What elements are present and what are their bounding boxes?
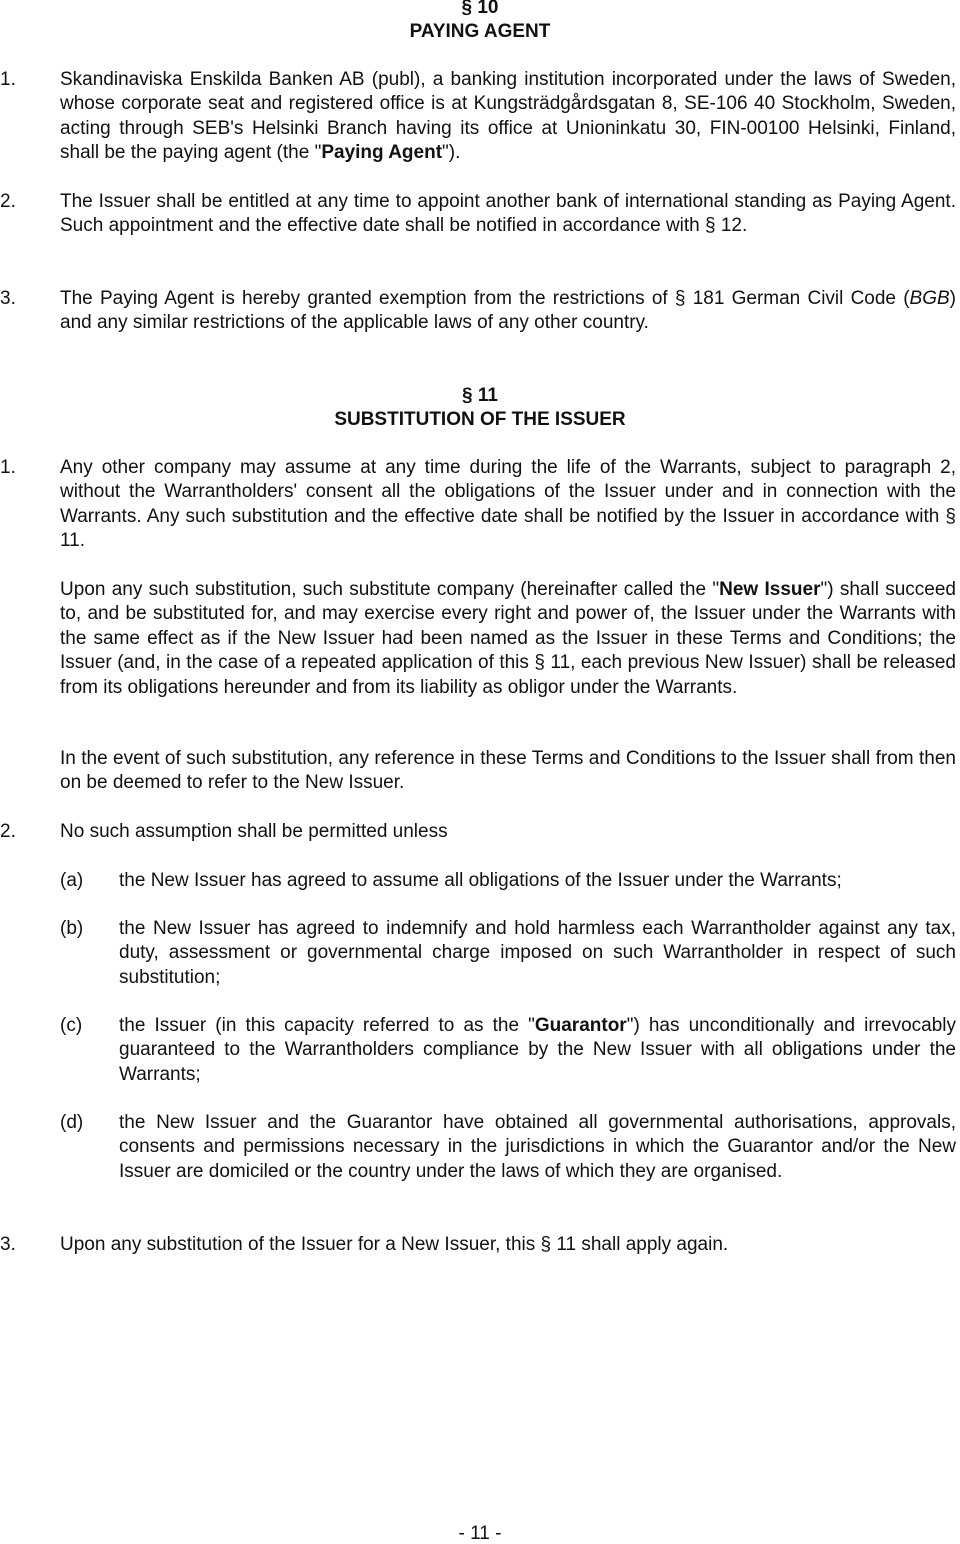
- section-11-heading: [0, 384, 960, 432]
- paragraph-text: Upon any substitution of the Issuer for a New Issuer, this § 11 shall apply again.: [60, 1234, 729, 1255]
- subitem-text: the New Issuer has agreed to assume all obligations of the Issuer under the Warrants;: [119, 870, 842, 891]
- paragraph-text: Skandinaviska Enskilda Banken AB (publ), a banking institution incorporated under the laws of Sweden, whose corporate seat and registered office is at Kungsträdgårdsgatan 8, SE-106 40 Stockholm, Sweden, acting through SEB's Helsinki Branch having its office at Unioninkatu 30, FIN-00100 Helsinki, Finland, shall be the paying agent (the "Paying Agent").: [60, 69, 956, 164]
- italic-term: BGB: [909, 288, 950, 309]
- defined-term: Guarantor: [534, 1015, 627, 1036]
- section-10-heading: [0, 0, 960, 44]
- paragraph-text: No such assumption shall be permitted unless: [60, 821, 448, 842]
- subitem-text: the Issuer (in this capacity referred to as the "Guarantor") has unconditionally and irrevocably guaranteed to the Warrantholders compliance by the New Issuer with all obligations under the Warrants;: [119, 1015, 956, 1085]
- item-number: 2.: [0, 821, 16, 842]
- subitem-text: the New Issuer has agreed to indemnify and hold harmless each Warrantholder against any tax, duty, assessment or governmental charge imposed on such Warrantholder in respect of such substitution;: [119, 918, 956, 988]
- item-number: 3.: [0, 1234, 16, 1255]
- paragraph-new-issuer: Upon any such substitution, such substitute company (hereinafter called the "New Issuer") shall succeed to, and be substituted for, and may exercise every right and power of, the Issuer under the Warrants with the same effect as if the New Issuer had been named as the Issuer in these Terms and Conditions; the Issuer (and, in the case of a repeated application of this § 11, each previous New Issuer) shall be released from its obligations hereunder and from its liability as obligor under the Warrants.: [60, 579, 957, 698]
- subitem-text: the New Issuer and the Guarantor have obtained all governmental authorisations, approvals, consents and permissions necessary in the jurisdictions in which the Guarantor and/or the New Issuer are domiciled or the country under the laws of which they are organised.: [119, 1112, 956, 1182]
- item-number: 1.: [0, 457, 16, 478]
- page-number: - 11 -: [458, 1523, 502, 1544]
- item-number: 3.: [0, 288, 16, 309]
- item-number: 2.: [0, 191, 16, 212]
- section-number: § 10: [461, 0, 499, 18]
- subitem-label: (c): [60, 1015, 83, 1036]
- paragraph-text: The Issuer shall be entitled at any time to appoint another bank of international standing as Paying Agent. Such appointment and the effective date shall be notified in accordance with § 12.: [60, 191, 956, 237]
- defined-term: Paying Agent: [321, 142, 443, 164]
- paragraph-text: Any other company may assume at any time during the life of the Warrants, subject to paragraph 2, without the Warrantholders' consent all the obligations of the Issuer under and in connection with the Warrants. Any such substitution and the effective date shall be notified by the Issuer in accordance with § 11.: [60, 457, 956, 552]
- defined-term: New Issuer: [719, 579, 821, 600]
- subitem-label: (a): [60, 870, 84, 891]
- subitem-label: (b): [60, 918, 84, 939]
- item-number: 1.: [0, 69, 16, 90]
- section-title: PAYING AGENT: [409, 21, 551, 42]
- paragraph-reference: In the event of such substitution, any reference in these Terms and Conditions to the Issuer shall from then on be deemed to refer to the New Issuer.: [60, 748, 956, 794]
- subitem-label: (d): [60, 1112, 84, 1133]
- paragraph-text: The Paying Agent is hereby granted exemption from the restrictions of § 181 German Civil Code (BGB) and any similar restrictions of the applicable laws of any other country.: [60, 288, 956, 334]
- section-title: SUBSTITUTION OF THE ISSUER: [334, 409, 626, 430]
- section-number: § 11: [462, 385, 498, 406]
